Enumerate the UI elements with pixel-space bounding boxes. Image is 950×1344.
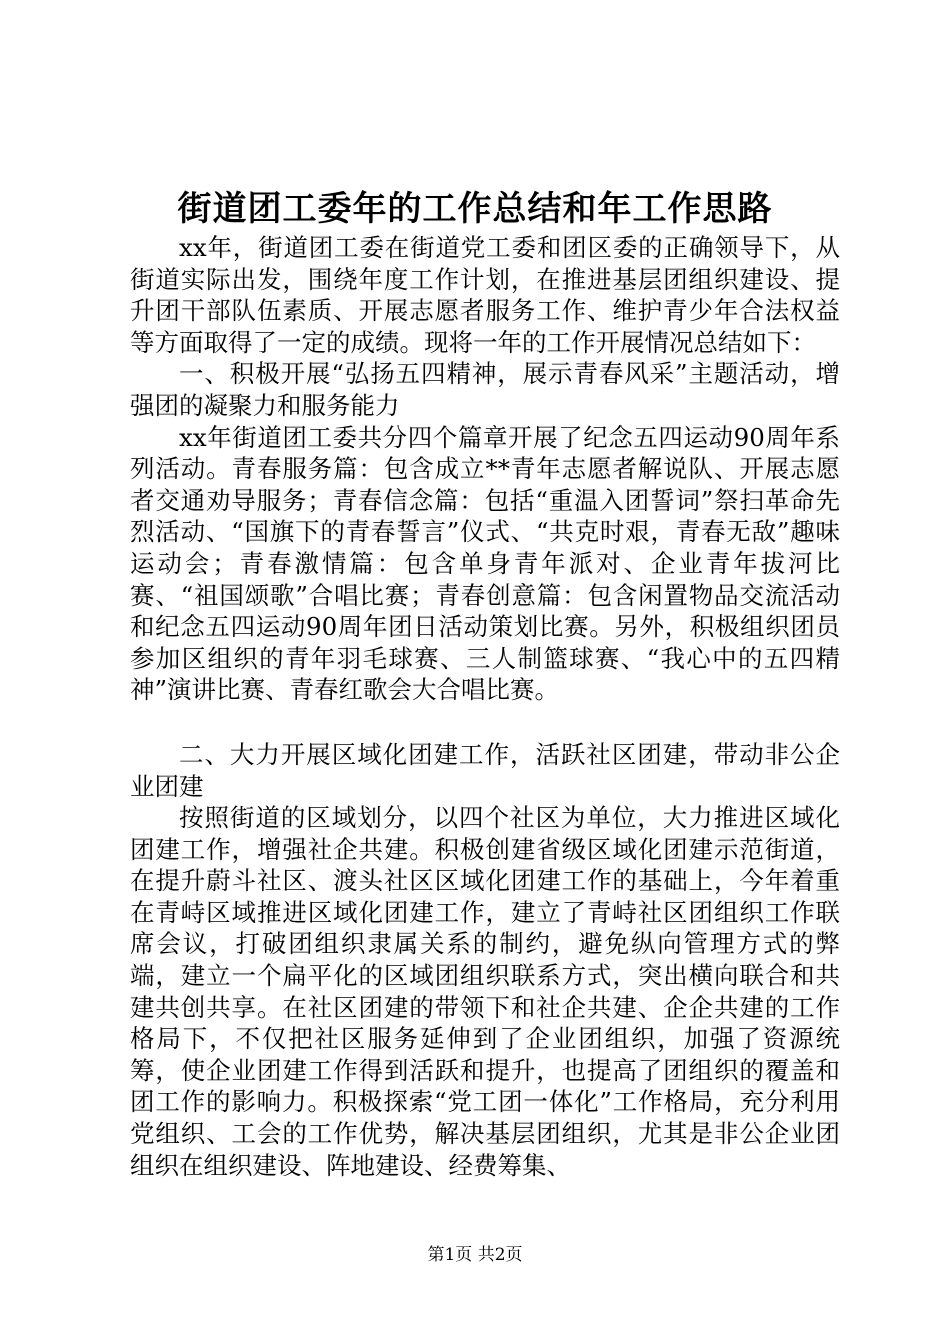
section-heading-2: 二、大力开展区域化团建工作，活跃社区团建，带动非公企业团建 [130, 739, 840, 801]
document-body [130, 232, 840, 1181]
document-title: 街道团工委年的工作总结和年工作思路 [177, 189, 773, 229]
section-1-paragraph: xx年街道团工委共分四个篇章开展了纪念五四运动90周年系列活动。青春服务篇：包含成立**青年志愿者解说队、开展志愿者交通劝导服务；青春信念篇：包括“重温入团誓词”祭扫革命先烈活动、“国旗下的青春誓言”仪式、“共克时艰，青春无敌”趣味运动会；青春激情篇：包含单身青年派对、企业青年拔河比赛、“祖国颂歌”合唱比赛；青春创意篇：包含闲置物品交流活动和纪念五四运动90周年团日活动策划比赛。另外，积极组织团员参加区组织的青年羽毛球赛、三人制篮球赛、“我心中的五四精神”演讲比赛、青春红歌会大合唱比赛。 [130, 422, 840, 705]
section-heading-1: 一、积极开展“弘扬五四精神，展示青春风采”主题活动，增强团的凝聚力和服务能力 [130, 359, 840, 420]
page-footer: 第1页 共2页 [427, 1245, 523, 1265]
section-2-paragraph: 按照街道的区域划分，以四个社区为单位，大力推进区域化团建工作，增强社企共建。积极创建省级区域化团建示范街道，在提升蔚斗社区、渡头社区区域化团建工作的基础上，今年着重在青峙区域推进区域化团建工作，建立了青峙社区团组织工作联席会议，打破团组织隶属关系的制约，避免纵向管理方式的弊端，建立一个扁平化的区域团组织联系方式，突出横向联合和共建共创共享。在社区团建的带领下和社企共建、企企共建的工作格局下，不仅把社区服务延伸到了企业团组织，加强了资源统筹，使企业团建工作得到活跃和提升，也提高了团组织的覆盖和团工作的影响力。积极探索“党工团一体化”工作格局，充分利用党组织、工会的工作优势，解决基层团组织，尤其是非公企业团组织在组织建设、阵地建设、经费筹集、 [130, 803, 840, 1180]
intro-paragraph: xx年，街道团工委在街道党工委和团区委的正确领导下，从街道实际出发，围绕年度工作计划，在推进基层团组织建设、提升团干部队伍素质、开展志愿者服务工作、维护青少年合法权益等方面取得了一定的成绩。现将一年的工作开展情况总结如下： [130, 233, 840, 357]
